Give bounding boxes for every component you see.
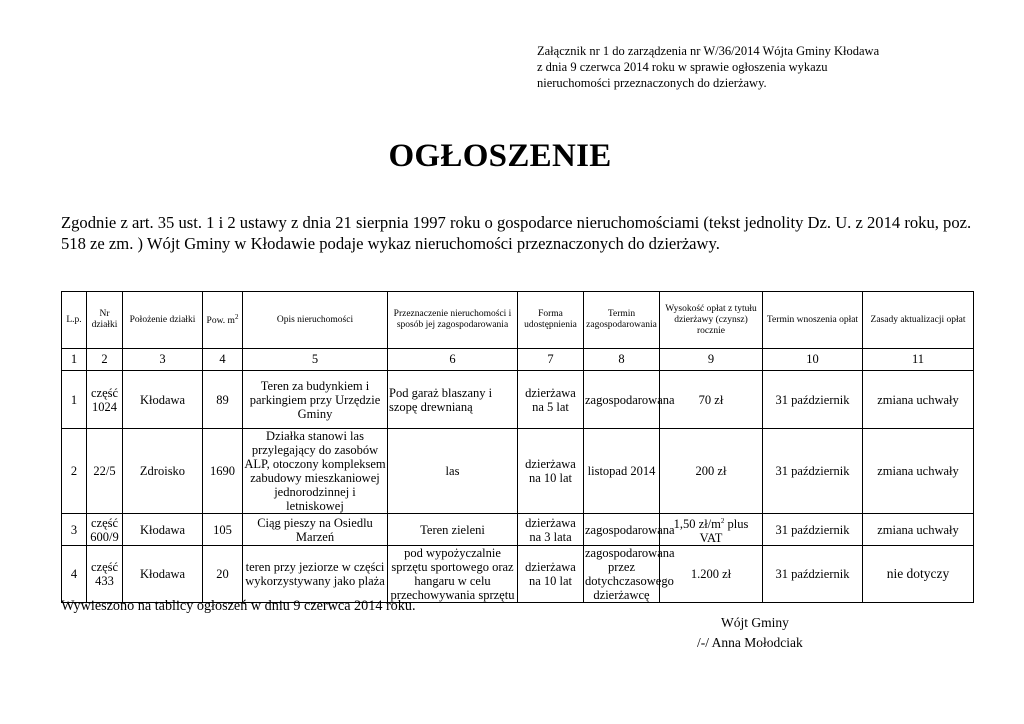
column-number: 9 — [660, 349, 763, 371]
table-row — [62, 371, 974, 429]
header-termin-wnoszenia: Termin wnoszenia opłat — [763, 292, 863, 349]
table-row — [62, 429, 974, 514]
column-number: 8 — [584, 349, 660, 371]
cell-oplata: 1.200 zł — [660, 546, 763, 603]
attachment-line-1: Załącznik nr 1 do zarządzenia nr W/36/2014 Wójta Gminy Kłodawa — [537, 44, 880, 58]
cell-lp: 1 — [62, 371, 87, 429]
cell-opis: Działka stanowi las przylegający do zasobów ALP, otoczony kompleksem zabudowy mieszkaniowej jednorodzinnej i letniskowej — [244, 429, 386, 513]
cell-oplata — [660, 514, 763, 546]
cell-nr: 22/5 — [87, 429, 123, 514]
cell-termin: zagospodarowana — [584, 514, 660, 546]
cell-przeznaczenie: las — [388, 429, 518, 514]
header-pow-sup: 2 — [234, 313, 239, 322]
cell-przeznaczenie: Teren zieleni — [388, 514, 518, 546]
column-number: 3 — [123, 349, 203, 371]
cell-oplata-sup: 2 — [720, 517, 725, 525]
column-numbers-row — [62, 349, 974, 371]
column-number: 11 — [863, 349, 974, 371]
cell-lp: 2 — [62, 429, 87, 514]
column-number: 1 — [62, 349, 87, 371]
table-row — [62, 514, 974, 546]
cell-pow: 89 — [203, 371, 243, 429]
cell-polozenie: Kłodawa — [123, 514, 203, 546]
column-number: 6 — [388, 349, 518, 371]
cell-forma: dzierżawa na 5 lat — [518, 371, 584, 429]
cell-termin-wnoszenia: 31 październik — [763, 514, 863, 546]
cell-przeznaczenie: Pod garaż blaszany i szopę drewnianą — [388, 371, 518, 429]
cell-oplata-main: 1,50 zł/m — [673, 517, 721, 532]
cell-lp: 4 — [62, 546, 87, 603]
cell-zasady: nie dotyczy — [863, 546, 974, 603]
header-forma: Forma udostępnienia — [518, 292, 584, 349]
cell-przeznaczenie: pod wypożyczalnie sprzętu sportowego oraz hangaru w celu przechowywania sprzętu — [388, 546, 518, 603]
header-pow — [203, 292, 243, 349]
table-row — [62, 546, 974, 603]
cell-zasady: zmiana uchwały — [863, 371, 974, 429]
table-header-row — [62, 292, 974, 349]
intro-paragraph: Zgodnie z art. 35 ust. 1 i 2 ustawy z dnia 21 sierpnia 1997 roku o gospodarce nieruchomościami (tekst jednolity Dz. U. z 2014 roku, poz. 518 ze zm. ) Wójt Gminy w Kłodawie podaje wykaz nieruchomości przeznaczonych do dzierżawy. — [61, 213, 972, 253]
header-wysokosc: Wysokość opłat z tytułu dzierżawy (czynsz) rocznie — [660, 292, 763, 349]
cell-nr: część 1024 — [87, 371, 123, 429]
column-number: 4 — [203, 349, 243, 371]
signature-title: Wójt Gminy — [721, 615, 789, 630]
cell-opis: teren przy jeziorze w części wykorzystywany jako plaża — [243, 546, 388, 603]
cell-zasady: zmiana uchwały — [863, 429, 974, 514]
document-title: OGŁOSZENIE — [388, 138, 612, 174]
cell-oplata: 200 zł — [660, 429, 763, 514]
column-number: 5 — [243, 349, 388, 371]
header-pow-label: Pow. m — [206, 316, 235, 327]
column-number: 2 — [87, 349, 123, 371]
attachment-line-2: z dnia 9 czerwca 2014 roku w sprawie ogłoszenia wykazu — [537, 60, 828, 74]
cell-polozenie: Kłodawa — [123, 546, 203, 603]
posting-note: Wywieszono na tablicy ogłoszeń w dniu 9 czerwca 2014 roku. — [61, 598, 416, 614]
cell-oplata-rest: plus VAT — [699, 517, 749, 546]
cell-termin-wnoszenia: 31 październik — [763, 546, 863, 603]
cell-pow: 20 — [203, 546, 243, 603]
cell-forma: dzierżawa na 3 lata — [518, 514, 584, 546]
cell-polozenie: Kłodawa — [123, 371, 203, 429]
cell-nr: część 600/9 — [87, 514, 123, 546]
header-przeznaczenie: Przeznaczenie nieruchomości i sposób jej zagospodarowania — [388, 292, 518, 349]
signature-name: /-/ Anna Mołodciak — [697, 635, 803, 650]
header-termin: Termin zagospodarowania — [584, 292, 660, 349]
cell-opis: Teren za budynkiem i parkingiem przy Urzędzie Gminy — [243, 371, 388, 429]
cell-pow: 1690 — [203, 429, 243, 514]
cell-pow: 105 — [203, 514, 243, 546]
cell-opis: Ciąg pieszy na Osiedlu Marzeń — [243, 514, 388, 546]
attachment-note — [537, 43, 879, 91]
cell-oplata: 70 zł — [660, 371, 763, 429]
cell-termin: zagospodarowana — [584, 371, 660, 429]
cell-termin: listopad 2014 — [584, 429, 660, 514]
cell-forma: dzierżawa na 10 lat — [518, 546, 584, 603]
header-nr: Nr działki — [87, 292, 123, 349]
cell-termin-wnoszenia: 31 październik — [763, 371, 863, 429]
header-lp: L.p. — [62, 292, 87, 349]
column-number: 10 — [763, 349, 863, 371]
cell-termin-wnoszenia: 31 październik — [763, 429, 863, 514]
cell-zasady: zmiana uchwały — [863, 514, 974, 546]
cell-polozenie: Zdroisko — [123, 429, 203, 514]
header-polozenie: Położenie działki — [123, 292, 203, 349]
column-number: 7 — [518, 349, 584, 371]
attachment-line-3: nieruchomości przeznaczonych do dzierżawy. — [537, 76, 767, 90]
header-zasady: Zasady aktualizacji opłat — [863, 292, 974, 349]
header-opis: Opis nieruchomości — [243, 292, 388, 349]
cell-termin: zagospodarowana przez dotychczasowego dzierżawcę — [585, 546, 675, 603]
cell-forma: dzierżawa na 10 lat — [518, 429, 584, 514]
cell-lp: 3 — [62, 514, 87, 546]
property-table — [61, 291, 974, 603]
cell-nr: część 433 — [87, 546, 123, 603]
